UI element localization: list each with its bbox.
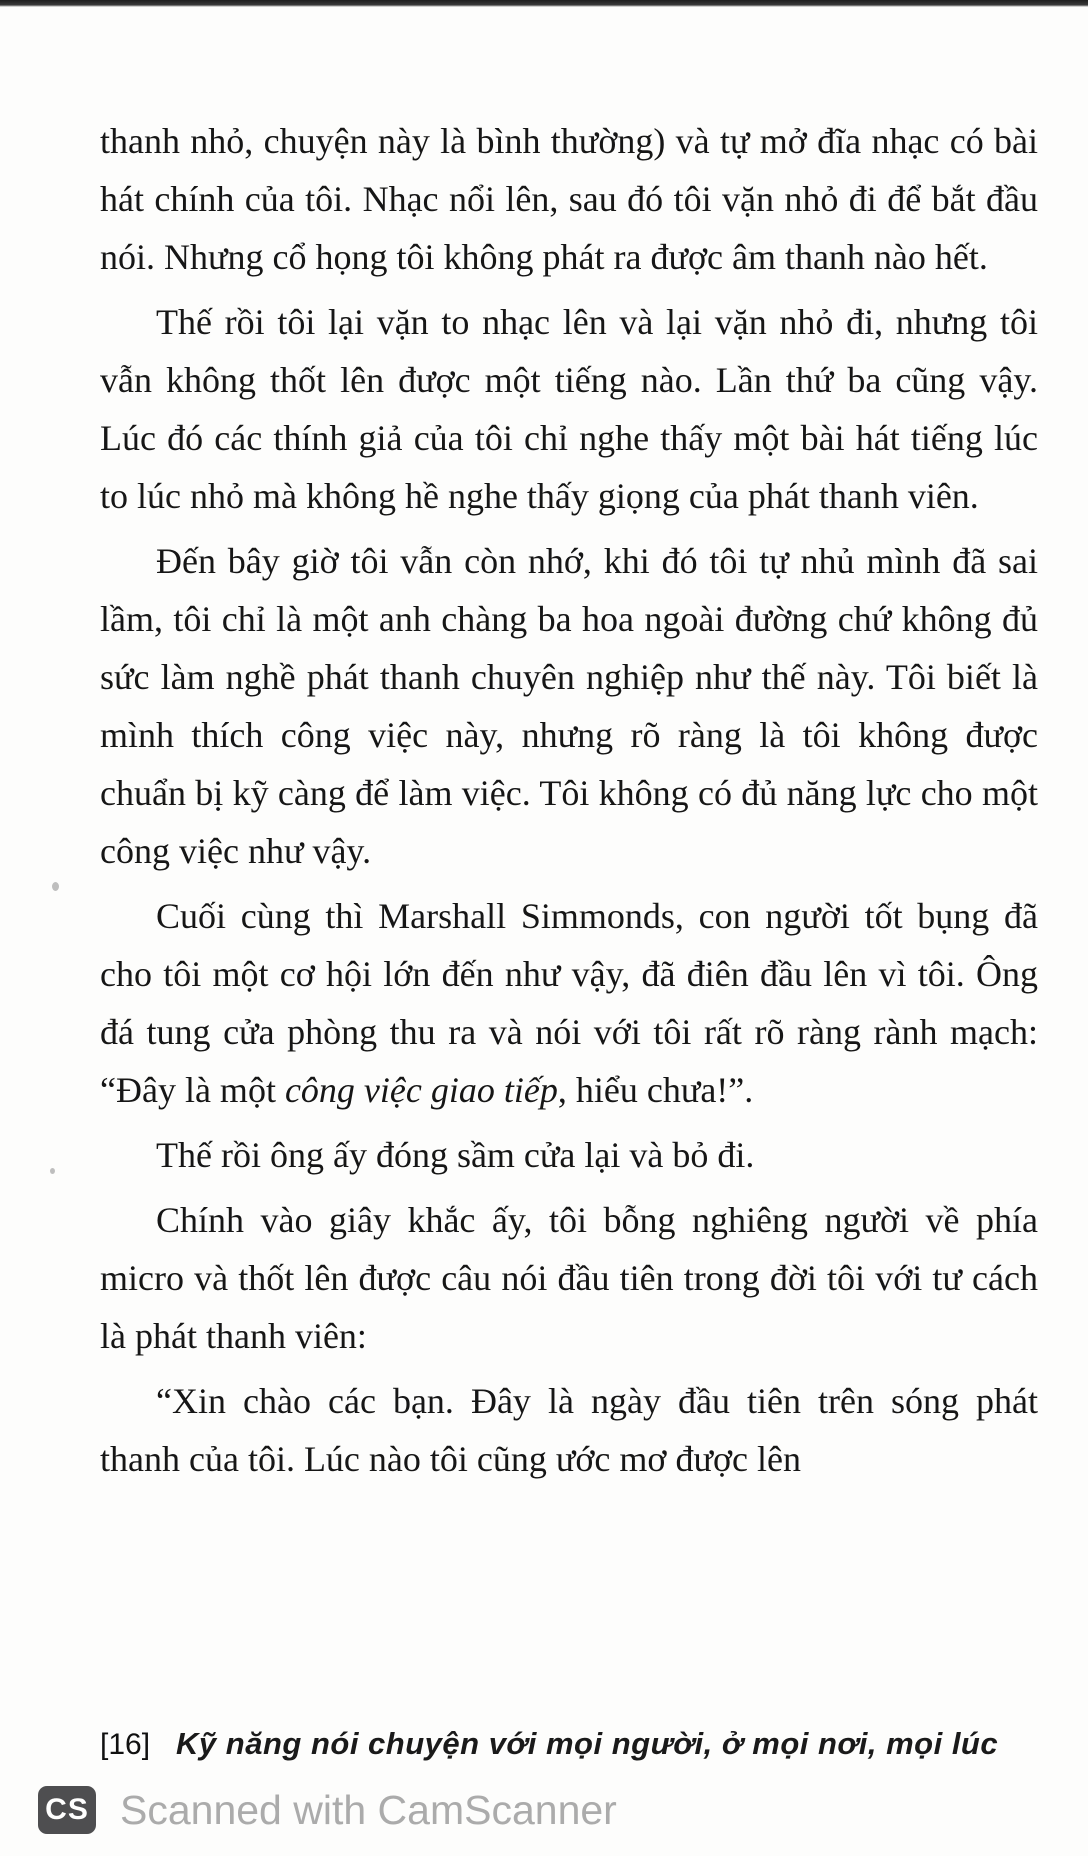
paragraph xyxy=(100,293,1038,525)
paragraph xyxy=(100,887,1038,1119)
scan-speck xyxy=(52,882,59,891)
book-title: Kỹ năng nói chuyện với mọi người, ở mọi nơi, mọi lúc xyxy=(176,1726,999,1761)
scan-speck xyxy=(50,1168,55,1174)
scan-edge-artifact xyxy=(0,0,1088,7)
body-text: , hiểu chưa!”. xyxy=(557,1070,754,1110)
paragraph xyxy=(100,1372,1038,1488)
paragraph xyxy=(100,1126,1038,1184)
page-number: [16] xyxy=(100,1728,151,1761)
emphasized-text: công việc giao tiếp xyxy=(284,1070,558,1110)
text-block xyxy=(100,112,1038,1495)
camscanner-logo-icon: CS xyxy=(38,1786,96,1834)
body-text: “Xin chào các bạn. Đây là ngày đầu tiên trên sóng phát thanh của tôi. Lúc nào tôi cũng ước mơ được lên xyxy=(100,1381,1038,1479)
body-text: Thế rồi tôi lại vặn to nhạc lên và lại vặn nhỏ đi, nhưng tôi vẫn không thốt lên được một tiếng nào. Lần thứ ba cũng vậy. Lúc đó các thính giả của tôi chỉ nghe thấy một bài hát tiếng lúc to lúc nhỏ mà không hề nghe thấy giọng của phát thanh viên. xyxy=(100,302,1038,516)
paragraph xyxy=(100,532,1038,880)
body-text: thanh nhỏ, chuyện này là bình thường) và tự mở đĩa nhạc có bài hát chính của tôi. Nhạc nổi lên, sau đó tôi vặn nhỏ đi để bắt đầu nói. Nhưng cổ họng tôi không phát ra được âm thanh nào hết. xyxy=(100,121,1038,277)
body-text: Cuối cùng thì Marshall Simmonds, con người tốt bụng đã cho tôi một cơ hội lớn đến như vậy, đã điên đầu lên vì tôi. Ông đá tung cửa phòng thu ra và nói với tôi rất rõ ràng rành mạch: “Đây là một xyxy=(100,896,1038,1110)
body-text: Thế rồi ông ấy đóng sầm cửa lại và bỏ đi. xyxy=(156,1135,755,1175)
page-footer xyxy=(100,1726,998,1762)
camscanner-watermark xyxy=(38,1786,617,1834)
paragraph xyxy=(100,1191,1038,1365)
body-text: Đến bây giờ tôi vẫn còn nhớ, khi đó tôi tự nhủ mình đã sai lầm, tôi chỉ là một anh chàng ba hoa ngoài đường chứ không đủ sức làm nghề phát thanh chuyên nghiệp như thế này. Tôi biết là mình thích công việc này, nhưng rõ ràng là tôi không được chuẩn bị kỹ càng để làm việc. Tôi không có đủ năng lực cho một công việc như vậy. xyxy=(100,541,1038,871)
camscanner-label: Scanned with CamScanner xyxy=(120,1786,617,1833)
body-text: Chính vào giây khắc ấy, tôi bỗng nghiêng người về phía micro và thốt lên được câu nói đầu tiên trong đời tôi với tư cách là phát thanh viên: xyxy=(100,1200,1038,1356)
paragraph xyxy=(100,112,1038,286)
